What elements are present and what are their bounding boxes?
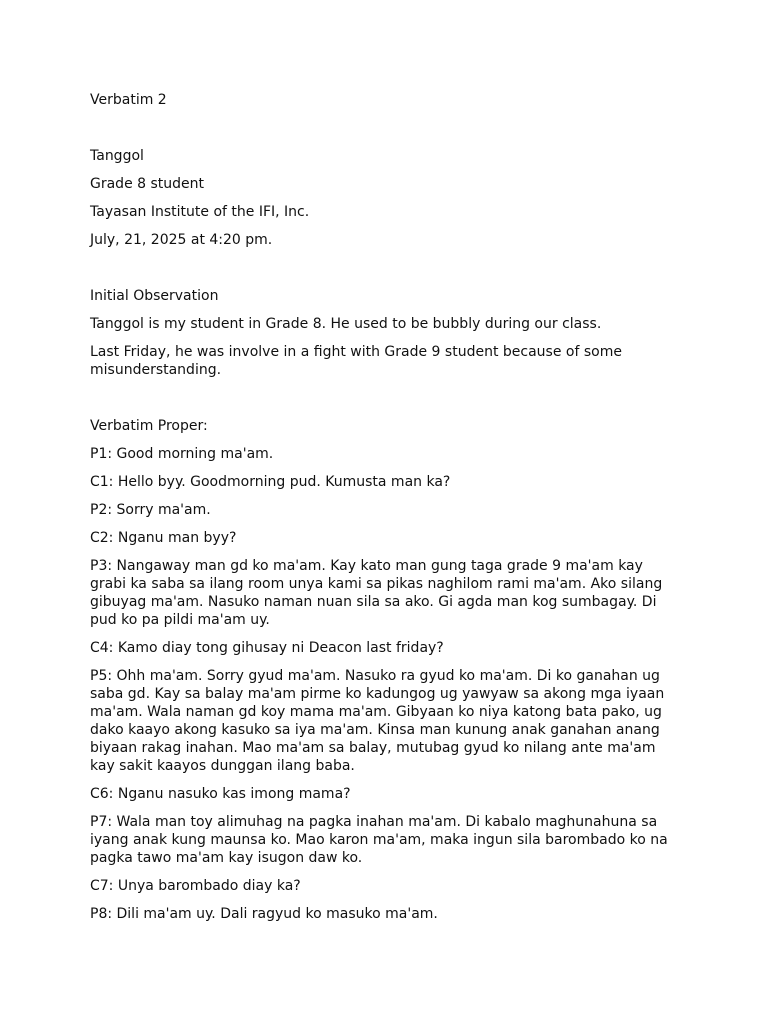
- client-name: Tanggol: [90, 148, 144, 164]
- document-page: [90, 91, 682, 923]
- dialogue-line: P1: Good morning ma'am.: [90, 446, 274, 462]
- dialogue-line: C1: Hello byy. Goodmorning pud. Kumusta man ka?: [90, 474, 451, 490]
- observation-paragraph: Tanggol is my student in Grade 8. He used to be bubbly during our class.: [90, 316, 602, 332]
- observation-paragraph: Last Friday, he was involve in a fight with Grade 9 student because of some misunderstanding.: [90, 344, 622, 378]
- verbatim-heading: Verbatim Proper:: [90, 418, 208, 434]
- dialogue-line: P2: Sorry ma'am.: [90, 502, 211, 518]
- dialogue-line: C4: Kamo diay tong gihusay ni Deacon last friday?: [90, 640, 444, 656]
- session-datetime: July, 21, 2025 at 4:20 pm.: [90, 232, 273, 248]
- dialogue-line: C7: Unya barombado diay ka?: [90, 878, 301, 894]
- dialogue-line: P7: Wala man toy alimuhag na pagka inahan ma'am. Di kabalo maghunahuna sa iyang anak kung maunsa ko. Mao karon ma'am, maka ingun sila barombado ko na pagka tawo ma'am kay isugon daw ko.: [90, 814, 668, 866]
- dialogue-line: P5: Ohh ma'am. Sorry gyud ma'am. Nasuko ra gyud ko ma'am. Di ko ganahan ug saba gd. Kay sa balay ma'am pirme ko kadungog ug yawyaw sa akong mga iyaan ma'am. Wala naman gd koy mama ma'am. Gibyaan ko niya katong bata pako, ug dako kaayo akong kasuko sa iya ma'am. Kinsa man kunung anak ganahan anang biyaan rakag inahan. Mao ma'am sa balay, mutubag gyud ko nilang ante ma'am kay sakit kaayos dunggan ilang baba.: [90, 668, 665, 774]
- observation-heading: Initial Observation: [90, 288, 219, 304]
- dialogue-line: C6: Nganu nasuko kas imong mama?: [90, 786, 351, 802]
- client-grade: Grade 8 student: [90, 176, 205, 192]
- dialogue-line: P8: Dili ma'am uy. Dali ragyud ko masuko ma'am.: [90, 906, 438, 922]
- dialogue-line: C2: Nganu man byy?: [90, 530, 237, 546]
- document-title: Verbatim 2: [90, 92, 167, 108]
- dialogue-line: P3: Nangaway man gd ko ma'am. Kay kato man gung taga grade 9 ma'am kay grabi ka saba sa ilang room unya kami sa pikas naghilom rami ma'am. Ako silang gibuyag ma'am. Nasuko naman nuan sila sa ako. Gi agda man kog sumbagay. Di pud ko pa pildi ma'am uy.: [90, 558, 663, 628]
- school-name: Tayasan Institute of the IFI, Inc.: [90, 204, 310, 220]
